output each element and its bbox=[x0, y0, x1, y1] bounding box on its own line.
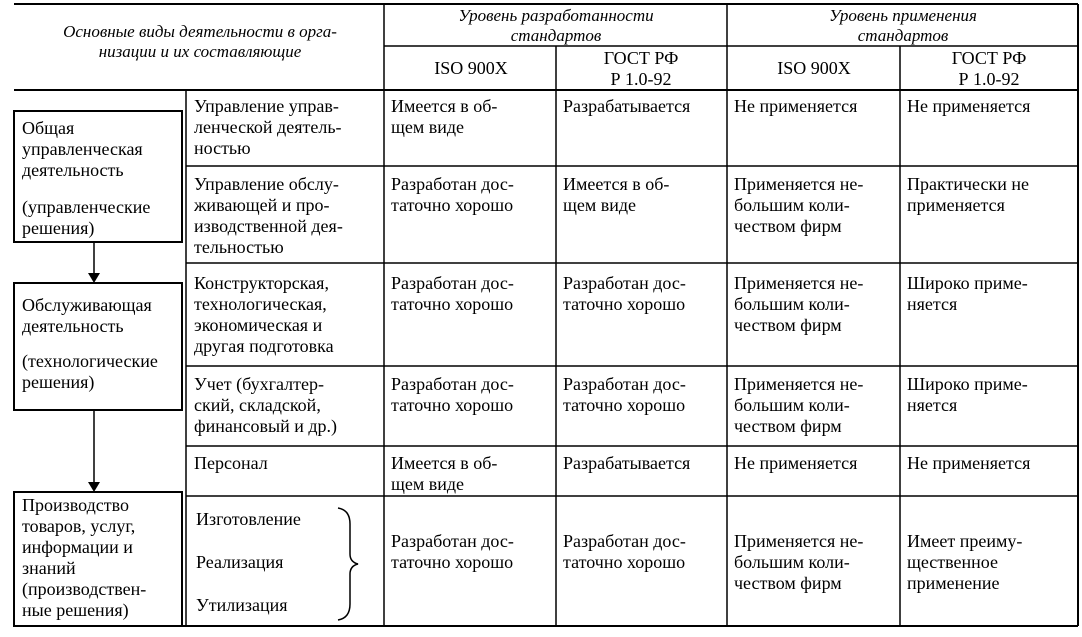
header-dev-level: Уровень разработанности стандартов bbox=[458, 6, 654, 45]
production-item-disposal: Утилизация bbox=[196, 595, 288, 615]
header-app-gost: ГОСТ РФ Р 1.0-92 bbox=[951, 48, 1027, 89]
row2-app-gost: Практически не применяется bbox=[907, 174, 1029, 215]
row3-dev-iso: Разработан дос- таточно хорошо bbox=[391, 273, 514, 314]
header-app-iso: ISO 900X bbox=[777, 58, 851, 78]
row2-dev-gost: Имеется в об- щем виде bbox=[563, 174, 670, 215]
row3-app-iso: Применяется не- большим коли- чеством фирм bbox=[734, 273, 864, 335]
row1-dev-iso: Имеется в об- щем виде bbox=[391, 96, 498, 137]
header-app-level: Уровень применения стандартов bbox=[829, 6, 977, 45]
row1-app-gost: Не применяется bbox=[907, 96, 1031, 116]
production-item-manufacturing: Изготовление bbox=[196, 509, 301, 529]
row2-dev-iso: Разработан дос- таточно хорошо bbox=[391, 174, 514, 215]
row5-dev-gost: Разрабатывается bbox=[563, 453, 691, 473]
row2-app-iso: Применяется не- большим коли- чеством фирм bbox=[734, 174, 864, 236]
header-dev-iso: ISO 900X bbox=[434, 58, 508, 78]
row1-component: Управление управ- ленческой деятель- ностью bbox=[194, 96, 342, 158]
row2-component: Управление обслу- живающей и про- изводственной дея- тельностью bbox=[194, 174, 343, 257]
row3-component: Конструкторская, технологическая, экономическая и другая подготовка bbox=[194, 273, 334, 356]
row4-component: Учет (бухгалтер- ский, складской, финансовый и др.) bbox=[194, 374, 338, 436]
box-general-management: Общая управленческая деятельность bbox=[22, 118, 143, 180]
box-production: Производство товаров, услуг, информации и знаний (производствен- ные решения) bbox=[22, 495, 147, 620]
row1-app-iso: Не применяется bbox=[734, 96, 858, 116]
row4-dev-iso: Разработан дос- таточно хорошо bbox=[391, 374, 514, 415]
box-general-management-decisions: (управленческие решения) bbox=[22, 197, 151, 238]
row6-dev-iso: Разработан дос- таточно хорошо bbox=[391, 531, 514, 572]
row6-app-iso: Применяется не- большим коли- чеством фирм bbox=[734, 531, 864, 593]
row4-app-iso: Применяется не- большим коли- чеством фирм bbox=[734, 374, 864, 436]
row5-app-gost: Не применяется bbox=[907, 453, 1031, 473]
row4-dev-gost: Разработан дос- таточно хорошо bbox=[563, 374, 686, 415]
row1-dev-gost: Разрабатывается bbox=[563, 96, 691, 116]
row6-app-gost: Имеет преиму- щественное применение bbox=[907, 531, 1023, 593]
row5-dev-iso: Имеется в об- щем виде bbox=[391, 453, 498, 494]
box-service-activity-decisions: (технологические решения) bbox=[22, 351, 158, 392]
row4-app-gost: Широко приме- няется bbox=[907, 374, 1028, 415]
box-service-activity: Обслуживающая деятельность bbox=[22, 295, 152, 336]
row3-dev-gost: Разработан дос- таточно хорошо bbox=[563, 273, 686, 314]
row5-component: Персонал bbox=[194, 453, 268, 473]
header-activities: Основные виды деятельности в орга- низации и их составляющие bbox=[63, 22, 337, 61]
row3-app-gost: Широко приме- няется bbox=[907, 273, 1028, 314]
row5-app-iso: Не применяется bbox=[734, 453, 858, 473]
production-item-sales: Реализация bbox=[196, 552, 284, 572]
row6-dev-gost: Разработан дос- таточно хорошо bbox=[563, 531, 686, 572]
header-dev-gost: ГОСТ РФ Р 1.0-92 bbox=[603, 48, 679, 89]
